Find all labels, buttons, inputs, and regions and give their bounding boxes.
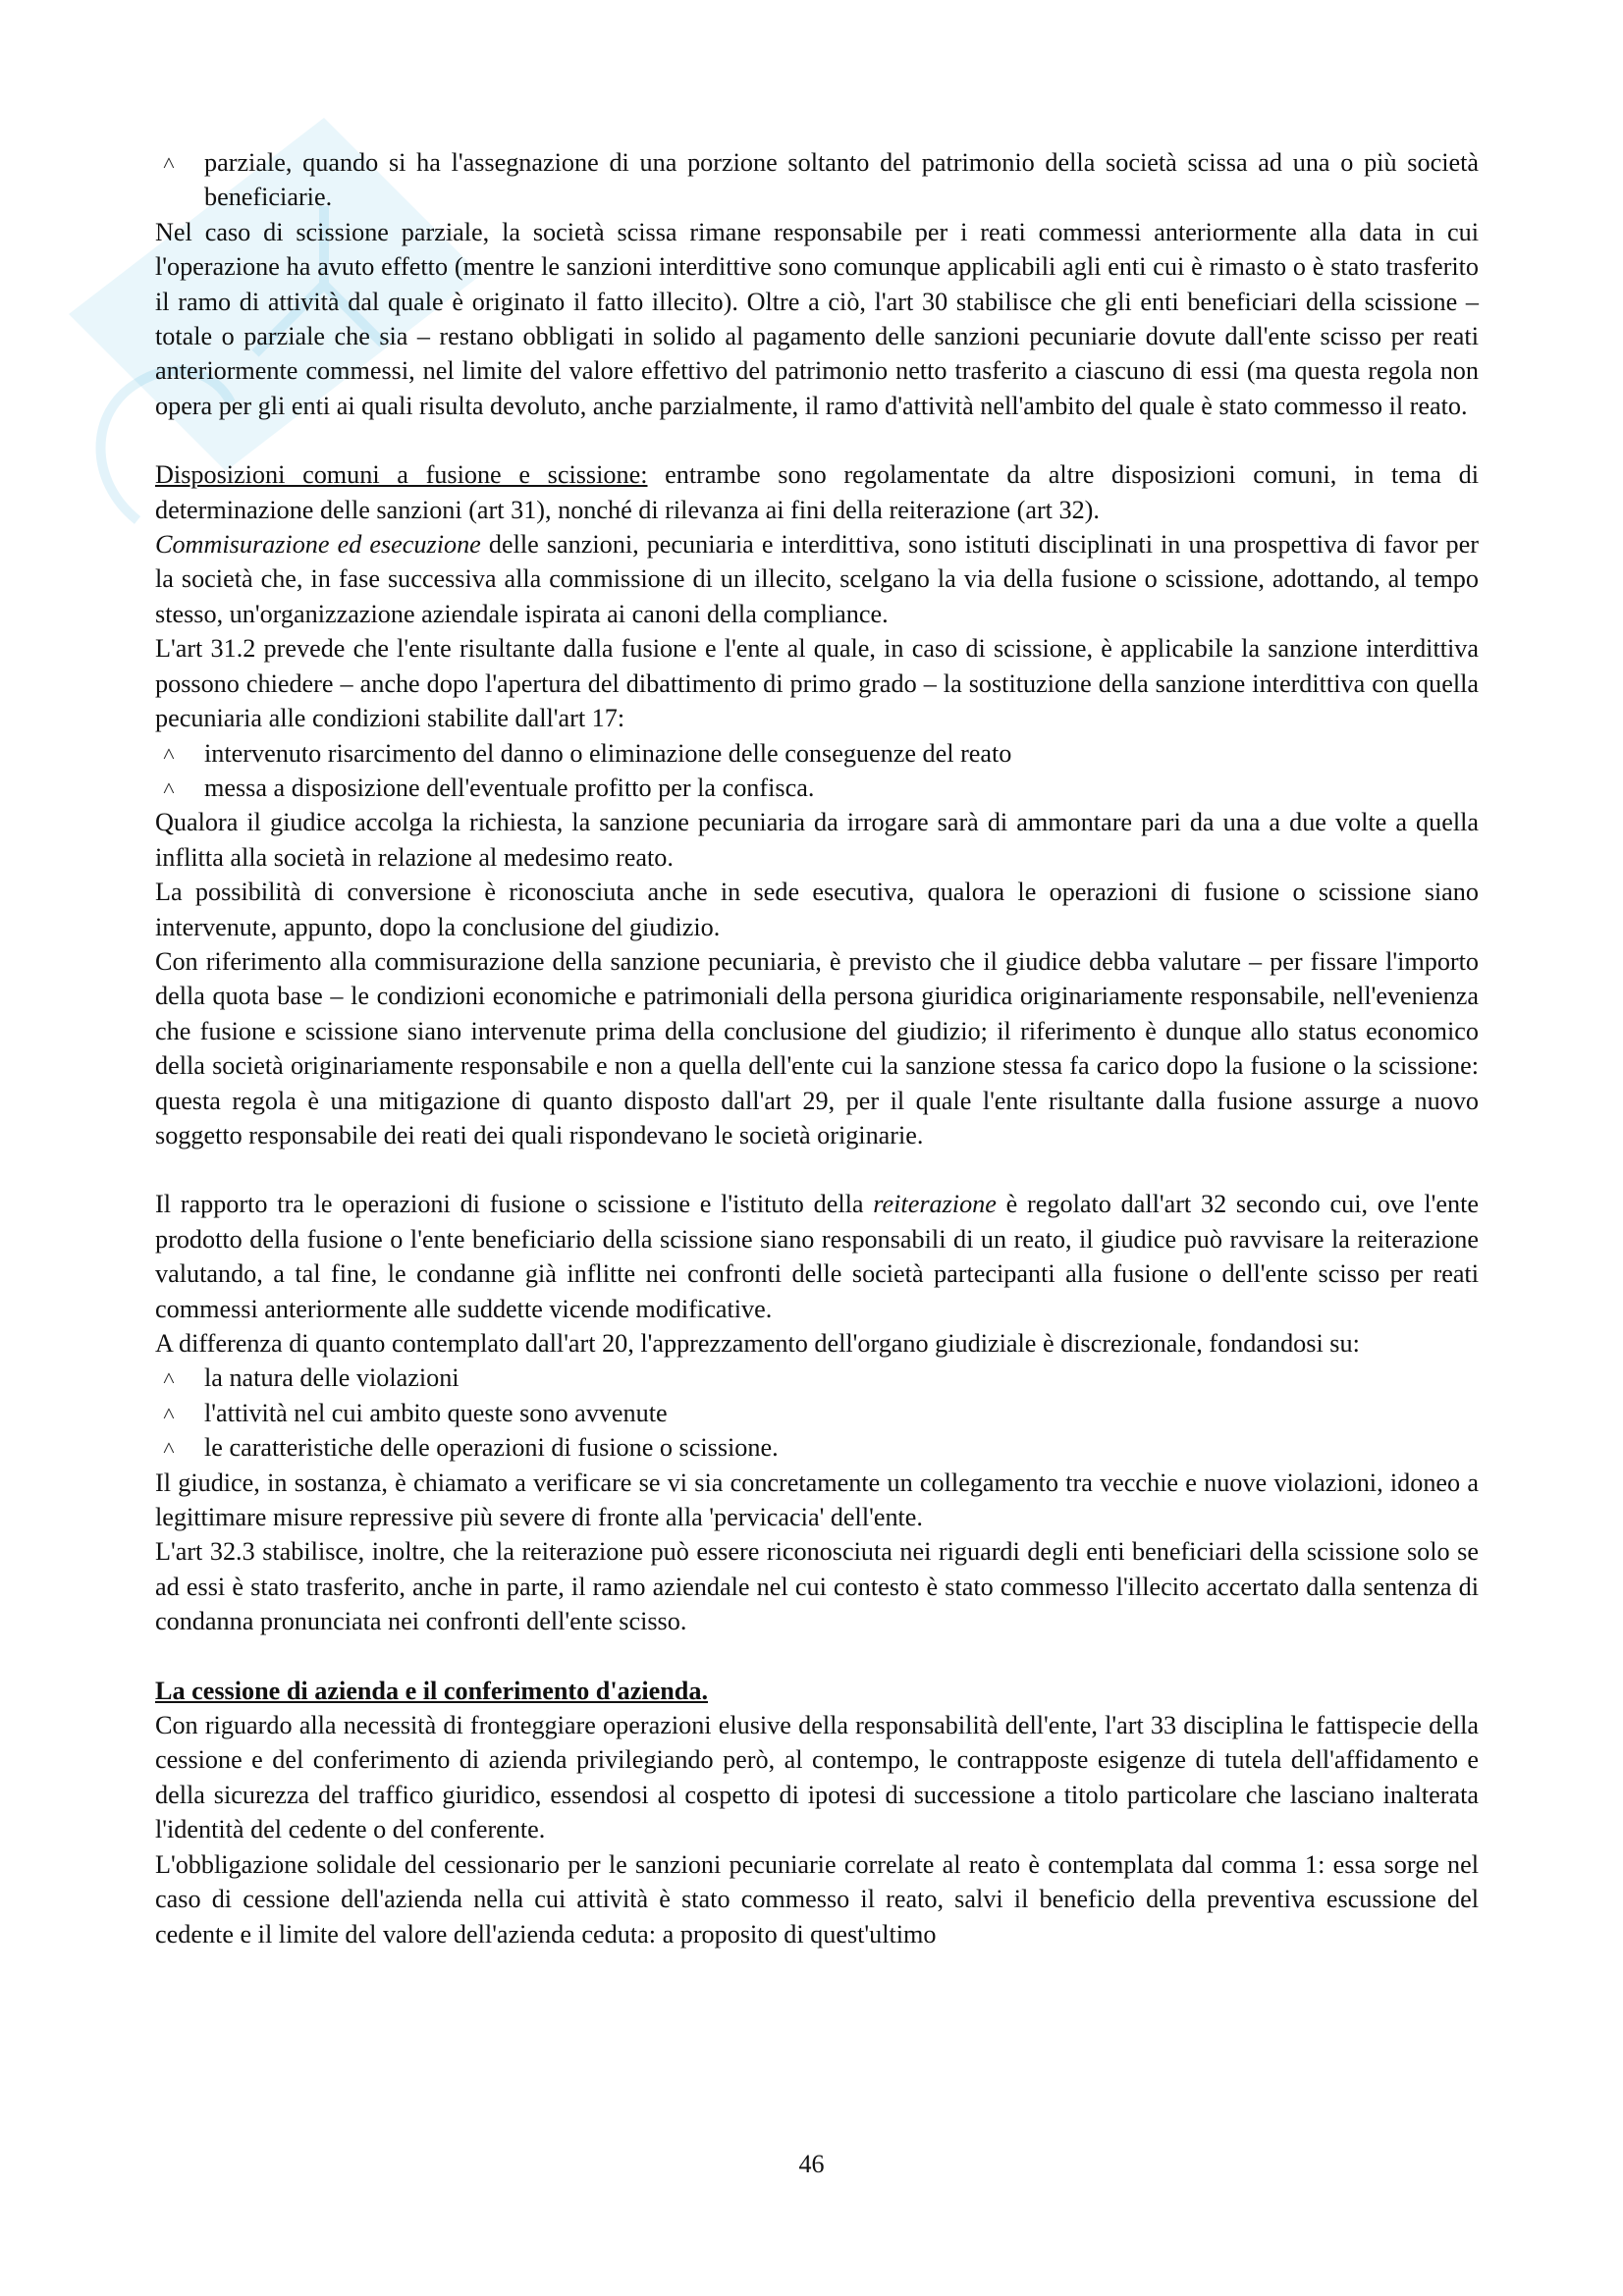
triangle-bullet-icon: ˄: [162, 774, 176, 800]
list-item: ˄ la natura delle violazioni: [204, 1361, 1479, 1395]
art20-bullet-list: [155, 1361, 1479, 1465]
disposizioni-comuni-label: Disposizioni comuni a fusione e scissione:: [155, 460, 648, 490]
commisurazione-label: Commisurazione ed esecuzione: [155, 530, 481, 560]
scissione-bullet-list: [155, 145, 1479, 215]
page-number: 46: [798, 2150, 825, 2178]
list-item: ˄ le caratteristiche delle operazioni di fusione o scissione.: [204, 1430, 1479, 1465]
paragraph-obbligazione: L'obbligazione solidale del cessionario per le sanzioni pecuniarie correlate al reato è contemplata dal comma 1: essa sorge nel caso di cessione dell'azienda nella cui attività è stato commesso il reato, salvi il beneficio della preventiva escussione del cedente e il limite del valore dell'azienda ceduta: a proposito di quest'ultimo: [155, 1849, 1479, 1949]
paragraph-cessione: Con riguardo alla necessità di fronteggiare operazioni elusive della responsabilità dell'ente, l'art 33 disciplina le fattispecie della cessione e del conferimento di azienda privilegiando però, al contempo, le contrapposte esigenze di tutela dell'affidamento e della sicurezza del traffico giuridico, essendosi al cospetto di ipotesi di successione a titolo particolare che lasciano inalterata l'identità del cedente o del conferente.: [155, 1711, 1479, 1844]
art17-bullet-list: [155, 736, 1479, 806]
paragraph-scissione-parziale: Nel caso di scissione parziale, la società scissa rimane responsabile per i reati commessi anteriormente alla data in cui l'operazione ha avuto effetto (mentre le sanzioni interdittive sono comunque applicabili agli enti cui è rimasto o è stato trasferito il ramo di attività dal quale è originato il fatto illecito). Oltre a ciò, l'art 30 stabilisce che gli enti beneficiari della scissione – totale o parziale che sia – restano obbligati in solido al pagamento delle sanzioni pecuniarie dovute dall'ente scisso per reati anteriormente commessi, nel limite del valore effettivo del patrimonio netto trasferito a ciascuno di essi (ma questa regola non opera per gli enti ai quali risulta devoluto, anche parzialmente, il ramo d'attività nell'ambito del quale è stato commesso il reato.: [155, 217, 1479, 420]
triangle-bullet-icon: ˄: [162, 150, 176, 175]
paragraph-art-32-3: L'art 32.3 stabilisce, inoltre, che la reiterazione può essere riconosciuta nei riguardi degli enti beneficiari della scissione solo se ad essi è stato trasferito, anche in parte, il ramo aziendale nel cui contesto è stato commesso l'illecito accertato dalla sentenza di condanna pronunciata nei confronti dell'ente scisso.: [155, 1537, 1479, 1636]
paragraph-possibilita: La possibilità di conversione è riconosciuta anche in sede esecutiva, qualora le operazioni di fusione o scissione siano intervenute, appunto, dopo la conclusione del giudizio.: [155, 878, 1479, 941]
section-heading-cessione: La cessione di azienda e il conferimento d'azienda.: [155, 1676, 708, 1705]
paragraph-art-31: L'art 31.2 prevede che l'ente risultante dalla fusione e l'ente al quale, in caso di scissione, è applicabile la sanzione interdittiva possono chiedere – anche dopo l'apertura del dibattimento di primo grado – la sostituzione della sanzione interdittiva con quella pecuniaria alle condizioni stabilite dall'art 17:: [155, 634, 1479, 733]
triangle-bullet-icon: ˄: [162, 740, 176, 766]
list-item: ˄ intervenuto risarcimento del danno o eliminazione delle conseguenze del reato: [204, 736, 1479, 771]
triangle-bullet-icon: ˄: [162, 1400, 176, 1425]
list-item: ˄ parziale, quando si ha l'assegnazione di una porzione soltanto del patrimonio della società scissa ad una o più società beneficiarie.: [204, 145, 1479, 215]
triangle-bullet-icon: ˄: [162, 1365, 176, 1391]
list-item: ˄ l'attività nel cui ambito queste sono avvenute: [204, 1396, 1479, 1430]
triangle-bullet-icon: ˄: [162, 1435, 176, 1461]
paragraph-disposizioni-comuni: Disposizioni comuni a fusione e scissione: entrambe sono regolamentate da altre disposizioni comuni, in tema di determinazione delle sanzioni (art 31), nonché di rilevanza ai fini della reiterazione (art 32).: [155, 460, 1479, 524]
paragraph-rapporto: Il rapporto tra le operazioni di fusione o scissione e l'istituto della reiterazione è regolato dall'art 32 secondo cui, ove l'ente prodotto della fusione o l'ente beneficiario della scissione siano responsabili di un reato, il giudice può ravvisare la reiterazione valutando, a tal fine, le condanne già inflitte nei confronti delle società partecipanti alla fusione o dell'ente scisso per reati commessi anteriormente alle suddette vicende modificative.: [155, 1190, 1479, 1323]
paragraph-qualora: Qualora il giudice accolga la richiesta, la sanzione pecuniaria da irrogare sarà di ammontare pari da una a due volte a quella inflitta alla società in relazione al medesimo reato.: [155, 808, 1479, 872]
list-item: ˄ messa a disposizione dell'eventuale profitto per la confisca.: [204, 771, 1479, 805]
reiterazione-term: reiterazione: [873, 1190, 997, 1219]
paragraph-commisurazione: Commisurazione ed esecuzione delle sanzioni, pecuniaria e interdittiva, sono istituti disciplinati in una prospettiva di favor per la società che, in fase successiva alla commissione di un illecito, scelgano la via della fusione o scissione, adottando, al tempo stesso, un'organizzazione aziendale ispirata ai canoni della compliance.: [155, 530, 1479, 628]
paragraph-differenza: A differenza di quanto contemplato dall'art 20, l'apprezzamento dell'organo giudiziale è discrezionale, fondandosi su:: [155, 1329, 1360, 1358]
paragraph-giudice: Il giudice, in sostanza, è chiamato a verificare se vi sia concretamente un collegamento tra vecchie e nuove violazioni, idoneo a legittimare misure repressive più severe di fronte alla 'pervicacia' dell'ente.: [155, 1468, 1479, 1532]
page-content: [155, 145, 1479, 1951]
paragraph-riferimento: Con riferimento alla commisurazione della sanzione pecuniaria, è previsto che il giudice debba valutare – per fissare l'importo della quota base – le condizioni economiche e patrimoniali della persona giuridica originariamente responsabile, nell'evenienza che fusione e scissione siano intervenute prima della conclusione del giudizio; il riferimento è dunque allo status economico della società originariamente responsabile e non a quella dell'ente cui la sanzione stessa fa carico dopo la fusione o la scissione: questa regola è una mitigazione di quanto disposto dall'art 29, per il quale l'ente risultante dalla fusione assurge a nuovo soggetto responsabile dei reati dei quali rispondevano le società originarie.: [155, 946, 1479, 1149]
